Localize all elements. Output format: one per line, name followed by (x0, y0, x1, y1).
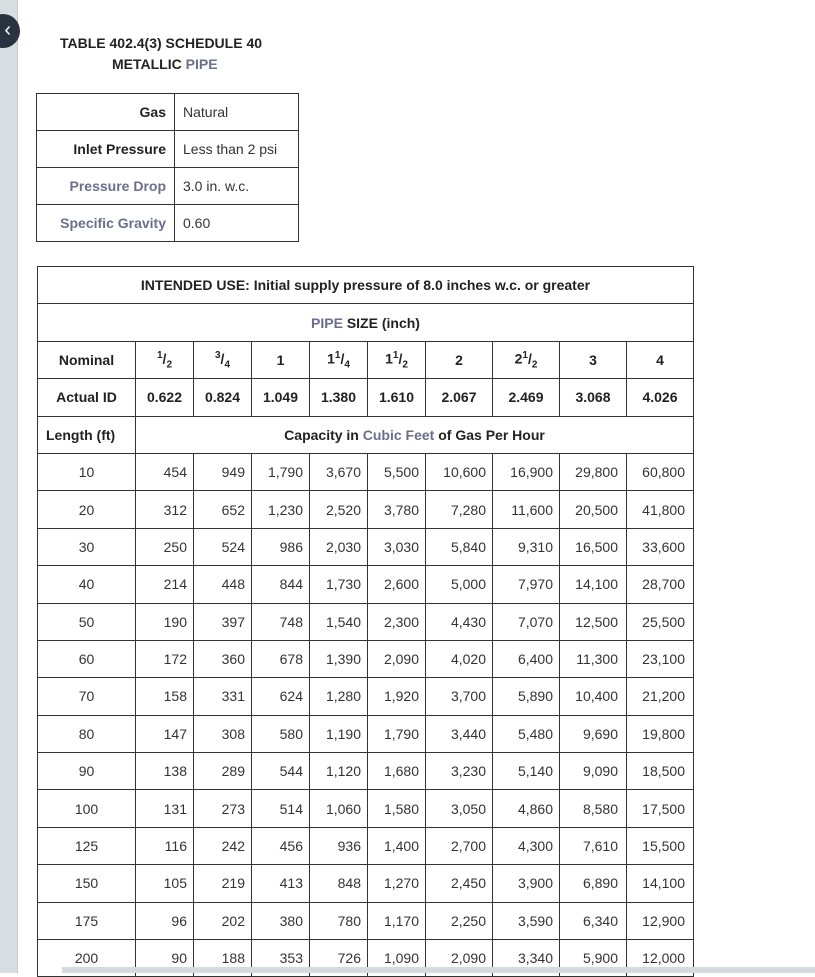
capacity-cell: 60,800 (627, 453, 694, 490)
capacity-cell: 524 (194, 528, 252, 565)
capacity-cell: 5,000 (426, 566, 493, 603)
capacity-cell: 1,540 (310, 603, 368, 640)
actual-id-cell: 0.824 (194, 379, 252, 416)
table-row (38, 790, 694, 827)
table-row (38, 603, 694, 640)
capacity-cell: 353 (252, 940, 310, 977)
capacity-cell: 16,900 (493, 453, 560, 490)
nominal-label: Nominal (38, 341, 136, 378)
capacity-cell: 19,800 (627, 715, 694, 752)
capacity-cell: 1,230 (252, 491, 310, 528)
capacity-cell: 9,310 (493, 528, 560, 565)
meta-value: 3.0 in. w.c. (175, 168, 299, 205)
meta-value: Natural (175, 94, 299, 131)
length-cell: 50 (38, 603, 136, 640)
page-title (60, 33, 320, 75)
length-cell: 125 (38, 827, 136, 864)
capacity-cell: 2,600 (368, 566, 426, 603)
nominal-numerator: 1 (156, 349, 163, 361)
capacity-cell: 172 (136, 640, 194, 677)
capacity-cell: 652 (194, 491, 252, 528)
actual-id-cell: 4.026 (627, 379, 694, 416)
capacity-cell: 6,890 (560, 865, 627, 902)
meta-label: Inlet Pressure (37, 131, 175, 168)
capacity-cell: 936 (310, 827, 368, 864)
capacity-cell: 4,430 (426, 603, 493, 640)
meta-label: Gas (37, 94, 175, 131)
capacity-cell: 12,900 (627, 902, 694, 939)
nominal-whole: 1 (276, 351, 285, 368)
capacity-cell: 41,800 (627, 491, 694, 528)
nominal-whole: 1 (327, 350, 335, 367)
table-row (38, 715, 694, 752)
capacity-cell: 380 (252, 902, 310, 939)
nominal-size-cell: $^1/_2$ (136, 341, 194, 378)
capacity-cell: 14,100 (560, 566, 627, 603)
meta-value: 0.60 (175, 205, 299, 242)
capacity-cell: 8,580 (560, 790, 627, 827)
actual-id-cell: 1.380 (310, 379, 368, 416)
capacity-cell: 624 (252, 678, 310, 715)
capacity-cell: 3,900 (493, 865, 560, 902)
capacity-cell: 29,800 (560, 453, 627, 490)
length-cell: 70 (38, 678, 136, 715)
capacity-cell: 96 (136, 902, 194, 939)
nominal-size-cell (426, 341, 493, 378)
capacity-cell: 2,700 (426, 827, 493, 864)
capacity-cell: 544 (252, 753, 310, 790)
capacity-cell: 12,000 (627, 940, 694, 977)
meta-value: Less than 2 psi (175, 131, 299, 168)
capacity-cell: 33,600 (627, 528, 694, 565)
capacity-cell: 1,580 (368, 790, 426, 827)
table-row (38, 678, 694, 715)
length-cell: 150 (38, 865, 136, 902)
nominal-whole: 3 (589, 351, 597, 368)
capacity-cell: 312 (136, 491, 194, 528)
meta-row (37, 205, 299, 242)
capacity-cell: 214 (136, 566, 194, 603)
nominal-denominator: 4 (344, 359, 350, 371)
nominal-denominator: 2 (531, 359, 538, 371)
capacity-cell: 5,500 (368, 453, 426, 490)
capacity-cell: 10,600 (426, 453, 493, 490)
capacity-cell: 413 (252, 865, 310, 902)
capacity-cell: 25,500 (627, 603, 694, 640)
table-row (38, 528, 694, 565)
capacity-cell: 949 (194, 453, 252, 490)
meta-row (37, 131, 299, 168)
nominal-size-cell (627, 341, 694, 378)
capacity-cell: 10,400 (560, 678, 627, 715)
meta-row (37, 168, 299, 205)
nominal-numerator: 3 (214, 349, 221, 361)
capacity-cell: 2,030 (310, 528, 368, 565)
capacity-cell: 28,700 (627, 566, 694, 603)
capacity-cell: 1,120 (310, 753, 368, 790)
capacity-cell: 6,340 (560, 902, 627, 939)
nominal-whole: 4 (656, 351, 664, 368)
capacity-cell: 456 (252, 827, 310, 864)
length-cell: 80 (38, 715, 136, 752)
capacity-cell: 308 (194, 715, 252, 752)
capacity-cell: 16,500 (560, 528, 627, 565)
length-cell: 10 (38, 453, 136, 490)
capacity-cell: 11,300 (560, 640, 627, 677)
capacity-cell: 1,090 (368, 940, 426, 977)
table-row (38, 640, 694, 677)
nominal-whole: 2 (455, 351, 463, 368)
table-row (38, 566, 694, 603)
capacity-cell: 6,400 (493, 640, 560, 677)
nominal-denominator: 2 (166, 359, 172, 371)
actual-id-cell: 1.049 (252, 379, 310, 416)
capacity-cell: 273 (194, 790, 252, 827)
capacity-cell: 2,520 (310, 491, 368, 528)
meta-label: Pressure Drop (37, 168, 175, 205)
capacity-cell: 986 (252, 528, 310, 565)
left-rail (0, 0, 18, 973)
nominal-denominator: 4 (224, 359, 230, 371)
nominal-size-cell (252, 341, 310, 378)
nominal-whole: 1 (385, 350, 393, 367)
chevron-left-icon[interactable]: ‹ (0, 14, 20, 48)
capacity-cell: 1,190 (310, 715, 368, 752)
table-row (38, 827, 694, 864)
length-header: Length (ft) (38, 416, 136, 453)
capacity-cell: 242 (194, 827, 252, 864)
table-row (38, 453, 694, 490)
capacity-cell: 780 (310, 902, 368, 939)
actual-id-cell: 0.622 (136, 379, 194, 416)
capacity-cell: 1,280 (310, 678, 368, 715)
capacity-cell: 20,500 (560, 491, 627, 528)
capacity-cell: 3,030 (368, 528, 426, 565)
capacity-cell: 131 (136, 790, 194, 827)
actual-id-cell: 2.067 (426, 379, 493, 416)
capacity-cell: 3,050 (426, 790, 493, 827)
capacity-cell: 4,860 (493, 790, 560, 827)
length-cell: 20 (38, 491, 136, 528)
capacity-cell: 726 (310, 940, 368, 977)
capacity-cell: 1,400 (368, 827, 426, 864)
capacity-table (37, 266, 694, 977)
nominal-size-cell (560, 341, 627, 378)
capacity-cell: 9,090 (560, 753, 627, 790)
capacity-cell: 1,920 (368, 678, 426, 715)
capacity-cell: 454 (136, 453, 194, 490)
capacity-cell: 4,020 (426, 640, 493, 677)
capacity-cell: 2,300 (368, 603, 426, 640)
capacity-cell: 397 (194, 603, 252, 640)
actual-id-cell: 1.610 (368, 379, 426, 416)
capacity-cell: 190 (136, 603, 194, 640)
table-row (38, 491, 694, 528)
capacity-cell: 5,480 (493, 715, 560, 752)
capacity-cell: 14,100 (627, 865, 694, 902)
title-line-1: TABLE 402.4(3) SCHEDULE 40 (60, 35, 263, 51)
capacity-cell: 138 (136, 753, 194, 790)
capacity-cell: 5,140 (493, 753, 560, 790)
capacity-cell: 7,070 (493, 603, 560, 640)
capacity-cell: 3,780 (368, 491, 426, 528)
capacity-cell: 219 (194, 865, 252, 902)
nominal-numerator: 1 (334, 349, 341, 361)
capacity-cell: 3,340 (493, 940, 560, 977)
capacity-cell: 21,200 (627, 678, 694, 715)
capacity-cell: 158 (136, 678, 194, 715)
capacity-cell: 331 (194, 678, 252, 715)
nominal-denominator: 2 (402, 359, 408, 371)
capacity-cell: 5,900 (560, 940, 627, 977)
length-cell: 175 (38, 902, 136, 939)
capacity-cell: 580 (252, 715, 310, 752)
table-row (38, 753, 694, 790)
length-cell: 90 (38, 753, 136, 790)
capacity-cell: 188 (194, 940, 252, 977)
capacity-cell: 3,590 (493, 902, 560, 939)
capacity-cell: 1,730 (310, 566, 368, 603)
capacity-cell: 15,500 (627, 827, 694, 864)
capacity-cell: 5,890 (493, 678, 560, 715)
capacity-cell: 147 (136, 715, 194, 752)
nominal-size-cell: $1^1/_4$ (310, 341, 368, 378)
capacity-cell: 2,090 (368, 640, 426, 677)
actual-id-label: Actual ID (38, 379, 136, 416)
capacity-cell: 18,500 (627, 753, 694, 790)
capacity-cell: 9,690 (560, 715, 627, 752)
capacity-cell: 1,790 (368, 715, 426, 752)
capacity-cell: 3,700 (426, 678, 493, 715)
capacity-cell: 90 (136, 940, 194, 977)
capacity-cell: 1,790 (252, 453, 310, 490)
capacity-cell: 2,090 (426, 940, 493, 977)
meta-label: Specific Gravity (37, 205, 175, 242)
table-row (38, 865, 694, 902)
capacity-cell: 1,680 (368, 753, 426, 790)
intended-use-header: INTENDED USE: Initial supply pressure of 8.0 inches w.c. or greater (38, 267, 694, 304)
nominal-size-cell: $^3/_4$ (194, 341, 252, 378)
capacity-cell: 1,270 (368, 865, 426, 902)
capacity-cell: 105 (136, 865, 194, 902)
capacity-cell: 678 (252, 640, 310, 677)
capacity-cell: 289 (194, 753, 252, 790)
capacity-cell: 1,170 (368, 902, 426, 939)
capacity-cell: 360 (194, 640, 252, 677)
capacity-cell: 7,610 (560, 827, 627, 864)
capacity-cell: 4,300 (493, 827, 560, 864)
capacity-cell: 514 (252, 790, 310, 827)
length-cell: 40 (38, 566, 136, 603)
title-line-2: METALLIC PIPE (112, 56, 218, 72)
meta-row (37, 94, 299, 131)
capacity-cell: 7,970 (493, 566, 560, 603)
capacity-cell: 3,670 (310, 453, 368, 490)
capacity-cell: 844 (252, 566, 310, 603)
capacity-cell: 1,060 (310, 790, 368, 827)
capacity-cell: 3,230 (426, 753, 493, 790)
meta-table (36, 93, 299, 242)
capacity-cell: 2,450 (426, 865, 493, 902)
horizontal-scrollbar[interactable] (62, 967, 815, 973)
capacity-cell: 11,600 (493, 491, 560, 528)
nominal-size-cell: $1^1/_2$ (368, 341, 426, 378)
capacity-cell: 1,390 (310, 640, 368, 677)
pipe-size-header: PIPE SIZE (inch) (38, 304, 694, 341)
capacity-header: Capacity in Cubic Feet of Gas Per Hour (136, 416, 694, 453)
actual-id-cell: 3.068 (560, 379, 627, 416)
capacity-cell: 7,280 (426, 491, 493, 528)
capacity-cell: 3,440 (426, 715, 493, 752)
table-row (38, 902, 694, 939)
capacity-cell: 17,500 (627, 790, 694, 827)
nominal-whole: 2 (514, 350, 523, 367)
capacity-cell: 116 (136, 827, 194, 864)
capacity-cell: 848 (310, 865, 368, 902)
length-cell: 200 (38, 940, 136, 977)
capacity-cell: 202 (194, 902, 252, 939)
capacity-cell: 12,500 (560, 603, 627, 640)
length-cell: 100 (38, 790, 136, 827)
actual-id-cell: 2.469 (493, 379, 560, 416)
nominal-numerator: 1 (522, 349, 528, 361)
nominal-size-cell: $2^1/_2$ (493, 341, 560, 378)
length-cell: 30 (38, 528, 136, 565)
nominal-numerator: 1 (392, 349, 399, 361)
capacity-cell: 448 (194, 566, 252, 603)
capacity-cell: 23,100 (627, 640, 694, 677)
capacity-cell: 748 (252, 603, 310, 640)
capacity-cell: 250 (136, 528, 194, 565)
capacity-cell: 5,840 (426, 528, 493, 565)
capacity-cell: 2,250 (426, 902, 493, 939)
length-cell: 60 (38, 640, 136, 677)
